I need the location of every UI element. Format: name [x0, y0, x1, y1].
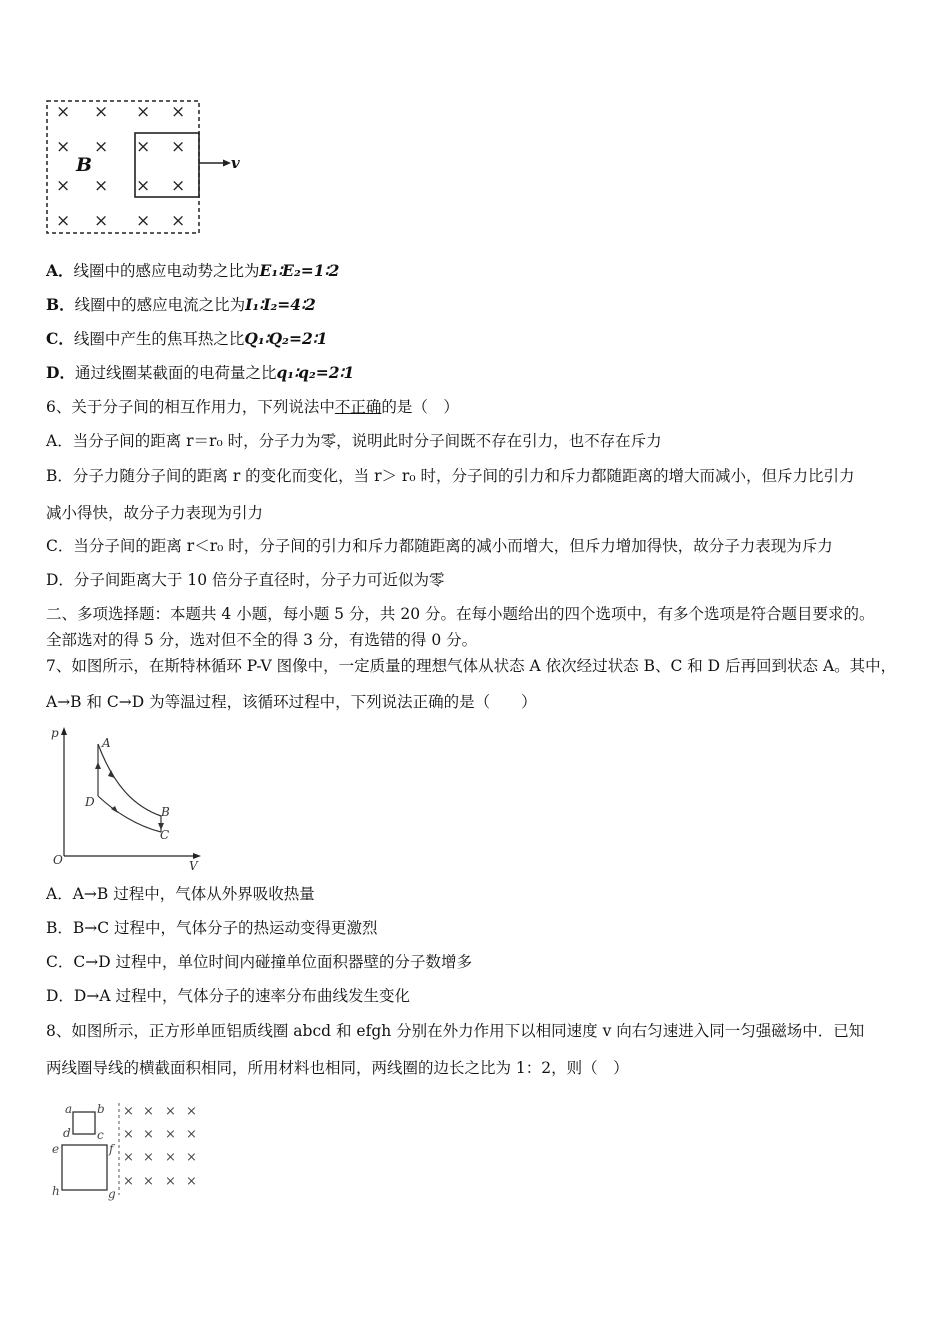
label-e: e: [52, 1142, 60, 1156]
state-a-label: A: [102, 736, 111, 750]
cross: ×: [136, 211, 151, 231]
q6-stem: 6、关于分子间的相互作用力，下列说法中不正确的是（ ）: [46, 398, 459, 416]
cross: ×: [165, 1127, 176, 1142]
q6-option-d: D．分子间距离大于 10 倍分子直径时，分子力可近似为零: [46, 571, 445, 589]
q8-stem-line2: 两线圈导线的横截面积相同，所用材料也相同，两线圈的边长之比为 1：2，则（ ）: [46, 1059, 629, 1077]
cross: ×: [143, 1104, 154, 1119]
curve-a-b: [98, 744, 161, 816]
cross: ×: [94, 137, 109, 157]
cross: ×: [136, 102, 151, 122]
cross: ×: [171, 102, 186, 122]
label-d: d: [63, 1126, 71, 1140]
cross: ×: [136, 137, 151, 157]
cross: ×: [56, 102, 71, 122]
figure-two-coils-field: [45, 1095, 205, 1205]
q7-option-d: D．D→A 过程中，气体分子的速率分布曲线发生变化: [46, 987, 410, 1005]
origin-label: O: [53, 853, 63, 867]
cross: ×: [186, 1150, 197, 1165]
velocity-arrowhead: [223, 160, 231, 167]
label-f: f: [109, 1142, 114, 1156]
arrow-d-a: [95, 762, 101, 769]
label-g: g: [108, 1187, 116, 1201]
state-d-label: D: [85, 795, 95, 809]
state-c-label: C: [160, 828, 170, 842]
q7-option-c: C．C→D 过程中，单位时间内碰撞单位面积器壁的分子数增多: [46, 953, 473, 971]
q7-stem-line1: 7、如图所示，在斯特林循环 P-V 图像中，一定质量的理想气体从状态 A 依次经过状态 B、C 和 D 后再回到状态 A。其中，: [46, 657, 897, 675]
p-label: p: [51, 726, 59, 740]
label-a: a: [65, 1102, 73, 1116]
cross: ×: [123, 1174, 134, 1189]
cross: ×: [143, 1174, 154, 1189]
cross: ×: [123, 1104, 134, 1119]
arrow-c-d: [111, 806, 118, 813]
cross: ×: [171, 137, 186, 157]
q5-option-a: A．线圈中的感应电动势之比为E₁∶E₂=1∶2: [46, 261, 340, 280]
q7-option-a: A．A→B 过程中，气体从外界吸收热量: [46, 885, 315, 903]
figure-magnetic-field-coil: [40, 95, 250, 240]
cross: ×: [143, 1127, 154, 1142]
q8-stem-line1: 8、如图所示，正方形单匝铝质线圈 abcd 和 efgh 分别在外力作用下以相同速度 v 向右匀速进入同一匀强磁场中．已知: [46, 1022, 865, 1040]
label-b: B: [76, 154, 93, 176]
cross: ×: [94, 176, 109, 196]
q6-option-c: C．当分子间的距离 r＜r₀ 时，分子间的引力和斥力都随距离的减小而增大，但斥力增加得快，故分子力表现为斥力: [46, 537, 833, 555]
state-b-label: B: [161, 805, 170, 819]
label-v: v: [231, 154, 240, 172]
cross: ×: [56, 176, 71, 196]
q5-option-d: D．通过线圈某截面的电荷量之比q₁∶q₂=2∶1: [46, 363, 355, 382]
cross: ×: [123, 1127, 134, 1142]
q5-option-b: B．线圈中的感应电流之比为I₁∶I₂=4∶2: [46, 295, 316, 314]
label-h: h: [52, 1184, 60, 1198]
label-b: b: [97, 1102, 105, 1116]
cross: ×: [136, 176, 151, 196]
cross: ×: [186, 1104, 197, 1119]
curve-c-d: [98, 796, 161, 832]
cross: ×: [94, 211, 109, 231]
cross: ×: [171, 211, 186, 231]
cross: ×: [186, 1174, 197, 1189]
v-label: V: [189, 859, 198, 872]
q7-option-b: B．B→C 过程中，气体分子的热运动变得更激烈: [46, 919, 378, 937]
cross: ×: [56, 137, 71, 157]
q6-option-b-continued: 减小得快，故分子力表现为引力: [46, 504, 264, 522]
q7-stem-line2: A→B 和 C→D 为等温过程，该循环过程中，下列说法正确的是（ ）: [46, 693, 537, 711]
q5-option-c: C．线圈中产生的焦耳热之比Q₁∶Q₂=2∶1: [46, 329, 328, 348]
cross: ×: [56, 211, 71, 231]
cross: ×: [143, 1150, 154, 1165]
label-c: c: [97, 1128, 104, 1142]
field-crosses: [123, 1104, 197, 1189]
q6-option-b: B．分子力随分子间的距离 r 的变化而变化，当 r＞ r₀ 时，分子间的引力和斥力都随距离的增大而减小，但斥力比引力: [46, 467, 855, 485]
cross: ×: [94, 102, 109, 122]
figure-pv-stirling-cycle: [45, 722, 215, 872]
section2-line1: 二、多项选择题：本题共 4 小题，每小题 5 分，共 20 分。在每小题给出的四个选项中，有多个选项是符合题目要求的。: [46, 605, 875, 623]
q6-option-a: A．当分子间的距离 r＝r₀ 时，分子力为零，说明此时分子间既不存在引力，也不存在斥力: [46, 432, 662, 450]
cross: ×: [186, 1127, 197, 1142]
cross: ×: [165, 1174, 176, 1189]
p-axis-arrow: [61, 727, 67, 735]
arrow-a-b: [108, 770, 115, 778]
coil-efgh: [62, 1145, 107, 1190]
cross: ×: [123, 1150, 134, 1165]
coil-abcd: [73, 1112, 95, 1134]
cross: ×: [171, 176, 186, 196]
section2-line2: 全部选对的得 5 分，选对但不全的得 3 分，有选错的得 0 分。: [46, 631, 478, 649]
cross: ×: [165, 1104, 176, 1119]
cross: ×: [165, 1150, 176, 1165]
